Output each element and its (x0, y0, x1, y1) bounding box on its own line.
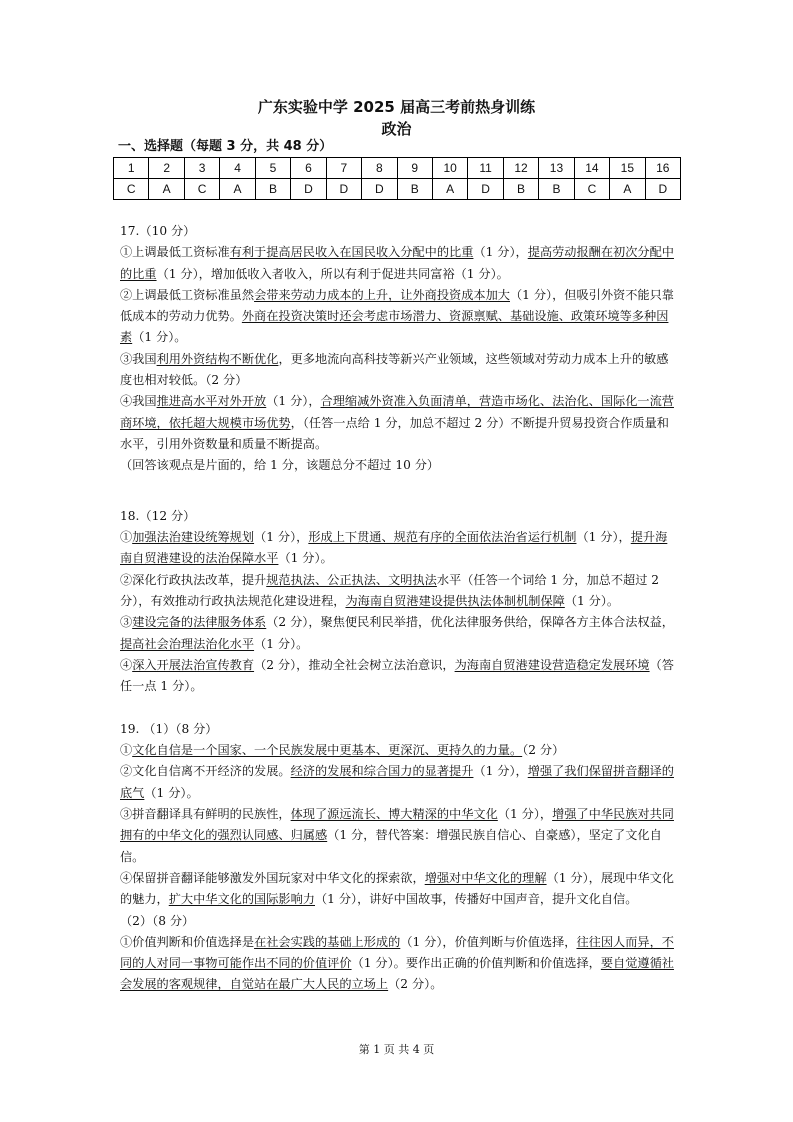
answer-number: 5 (255, 158, 290, 179)
q17-point-3 (120, 349, 676, 392)
text-segment: ① (120, 530, 133, 545)
key-phrase: 加强法治建设统筹规划 (132, 530, 255, 545)
text-segment: ① (120, 743, 133, 758)
key-phrase: 为海南自贸港建设营造稳定发展环境 (454, 657, 650, 672)
text-segment: （1 分）， (576, 530, 631, 545)
text-segment: （1 分）， (473, 764, 528, 779)
q19-sub2-point-1 (120, 932, 676, 996)
key-phrase: 为海南自贸港建设提供执法体制机制保障 (345, 594, 565, 609)
answer-cell: B (255, 179, 290, 200)
text-segment: ①价值判断和价值选择是 (120, 934, 255, 949)
answer-cell: C (184, 179, 219, 200)
answer-number: 13 (539, 158, 574, 179)
text-segment: （2 分），聚焦便民利民举措，优化法律服务供给，保障各方主体合法权益， (266, 615, 674, 630)
text-segment: （1 分）。要作出正确的价值判断和价值选择， (351, 956, 601, 971)
answer-number: 4 (220, 158, 255, 179)
text-segment: ④ (120, 657, 133, 672)
q19-heading: 19. （1）（8 分） (120, 721, 218, 736)
q19-point-3 (120, 804, 676, 868)
text-segment: （1 分，替代答案：增强民族自信心、自豪感），坚定了文化自信。 (120, 828, 662, 864)
answer-number: 9 (397, 158, 432, 179)
q17-heading: 17.（10 分） (120, 224, 196, 238)
answer-number: 14 (574, 158, 609, 179)
text-segment: （1 分）， (497, 807, 553, 822)
q18-point-2 (120, 570, 676, 613)
text-segment: （1 分）， (266, 394, 321, 409)
key-phrase: 经济的发展和综合国力的显著提升 (290, 764, 474, 779)
key-phrase: 增强了我们保留拼音翻译的底气 (120, 764, 674, 800)
text-segment: ③ (120, 615, 133, 630)
text-segment: （2 分）。 (388, 977, 443, 992)
answer-cell: C (114, 179, 149, 200)
answer-number: 1 (114, 158, 149, 179)
key-phrase: 要自觉遵循社会发展的客观规律，自觉站在最广大人民的立场上 (120, 956, 674, 992)
key-phrase: 文化自信是一个国家、一个民族发展中更基本、更深沉、更持久的力量。 (132, 743, 523, 758)
key-phrase: 扩大中华文化的国际影响力 (168, 892, 315, 907)
text-segment: ，（任答一点给 1 分，加总不超过 2 分）不断提升贸易投资合作质量和水平，引用外资数量和质量不断提高。 (120, 415, 669, 451)
answer-cell: A (432, 179, 467, 200)
q18-point-1 (120, 527, 676, 570)
text-segment: ②文化自信离不开经济的发展。 (120, 764, 291, 779)
text-segment: （1 分）。 (144, 785, 199, 800)
answer-cell: B (539, 179, 574, 200)
text-segment: （1 分），展现中华文化的魅力， (120, 870, 674, 907)
key-phrase: 建设完备的法律服务体系 (132, 615, 267, 630)
text-segment: （1 分），但吸引外资不能只靠低成本的劳动力优势。 (120, 287, 674, 324)
text-segment: ，更多地流向高科技等新兴产业领域，这些领域对劳动力成本上升的敏感度也相对较低。（2 分） (120, 351, 669, 388)
key-phrase: 提高社会治理法治化水平 (120, 636, 255, 651)
answer-number: 2 (149, 158, 184, 179)
q19-sub2-heading: （2）（8 分） (120, 913, 195, 928)
text-segment: ③我国 (120, 351, 157, 366)
key-phrase: 利用外资结构不断优化 (156, 351, 279, 366)
key-phrase: 推进高水平对外开放 (156, 394, 267, 409)
q18-heading: 18.（12 分） (120, 508, 196, 523)
text-segment: （1 分），增加低收入者收入，所以有利于促进共同富裕（1 分）。 (156, 266, 509, 281)
q17-point-2 (120, 285, 676, 349)
answer-table-answer-row (114, 179, 681, 200)
text-segment: （1 分）。 (278, 551, 333, 566)
answer-cell: C (574, 179, 609, 200)
answer-cell: D (645, 179, 680, 200)
q19-point-1 (120, 740, 676, 761)
text-segment: （1 分），讲好中国故事，传播好中国声音，提升文化自信。 (315, 892, 638, 907)
answer-number: 6 (291, 158, 326, 179)
answer-number: 12 (503, 158, 538, 179)
answer-table-number-row (114, 158, 681, 179)
q18-point-4 (120, 655, 676, 698)
key-phrase: 在社会实践的基础上形成的 (254, 934, 401, 949)
text-segment: （1 分）， (254, 530, 309, 545)
key-phrase: 增强了中华民族对共同拥有的中华文化的强烈认同感、归属感 (120, 807, 674, 843)
answer-cell: A (610, 179, 645, 200)
answer-number: 16 (645, 158, 680, 179)
text-segment: （答任一点 1 分）。 (120, 657, 674, 694)
key-phrase: 合理缩减外资准入负面清单，营造市场化、法治化、国际化一流营商环境，依托超大规模市场优势 (120, 394, 674, 430)
answer-cell: B (503, 179, 538, 200)
text-segment: （1 分）。 (132, 330, 187, 345)
q17-point-1 (120, 242, 676, 285)
section-title-choice: 一、选择题（每题 3 分，共 48 分） (118, 139, 333, 154)
key-phrase: 会带来劳动力成本的上升，让外商投资成本加大 (254, 287, 510, 302)
answer-cell: B (397, 179, 432, 200)
key-phrase: 往往因人而异，不同的人对同一事物可能作出不同的价值评价 (120, 934, 674, 971)
text-segment: （1 分）。 (254, 636, 309, 651)
text-segment: ①上调最低工资标准 (120, 245, 230, 260)
answer-cell: D (468, 179, 503, 200)
text-segment: （1 分）。 (564, 594, 620, 609)
text-segment: 水平（任答一个词给 1 分，加总不超过 2 分），有效推动行政执法规范化建设进程， (120, 572, 660, 609)
text-segment: ②深化行政执法改革，提升 (120, 572, 267, 587)
answer-cell: D (326, 179, 361, 200)
answer-cell: A (149, 179, 184, 200)
key-phrase: 规范执法、公正执法、文明执法 (266, 572, 437, 587)
answer-content (120, 221, 676, 996)
answer-cell: D (291, 179, 326, 200)
answer-number: 11 (468, 158, 503, 179)
key-phrase: 外商在投资决策时还会考虑市场潜力、资源禀赋、基础设施、政策环境等多种因素 (120, 309, 669, 345)
q19-point-2 (120, 761, 676, 804)
q17-note: （回答该观点是片面的，给 1 分，该题总分不超过 10 分） (120, 458, 440, 473)
text-segment: ③拼音翻译具有鲜明的民族性， (120, 807, 291, 822)
text-segment: （2 分），推动全社会树立法治意识， (254, 657, 455, 672)
q17-point-4 (120, 391, 676, 455)
page-footer: 第 1 页 共 4 页 (358, 1043, 435, 1056)
text-segment: ④保留拼音翻译能够激发外国玩家对中华文化的探索欲， (120, 870, 425, 885)
key-phrase: 深入开展法治宣传教育 (132, 657, 255, 672)
q19-point-4 (120, 868, 676, 911)
doc-title: 广东实验中学 2025 届高三考前热身训练 (257, 98, 536, 116)
text-segment: （1 分），价值判断与价值选择， (400, 934, 577, 949)
key-phrase: 增强对中华文化的理解 (424, 870, 547, 885)
text-segment: （2 分） (522, 743, 565, 758)
answer-number: 8 (362, 158, 397, 179)
key-phrase: 体现了源远流长、博大精深的中华文化 (290, 807, 498, 822)
answer-table (113, 157, 681, 200)
doc-subject: 政治 (381, 120, 412, 138)
key-phrase: 形成上下贯通、规范有序的全面依法治省运行机制 (308, 530, 577, 545)
answer-number: 15 (610, 158, 645, 179)
text-segment: （1 分）， (473, 245, 528, 260)
key-phrase: 提升海南自贸港建设的法治保障水平 (120, 530, 668, 566)
text-segment: ②上调最低工资标准虽然 (120, 287, 255, 302)
text-segment: ④我国 (120, 394, 157, 409)
answer-cell: A (220, 179, 255, 200)
answer-number: 7 (326, 158, 361, 179)
key-phrase: 有利于提高居民收入在国民收入分配中的比重 (229, 245, 474, 260)
answer-cell: D (362, 179, 397, 200)
q18-point-3 (120, 612, 676, 655)
key-phrase: 提高劳动报酬在初次分配中的比重 (120, 245, 674, 281)
answer-number: 3 (184, 158, 219, 179)
answer-number: 10 (432, 158, 467, 179)
